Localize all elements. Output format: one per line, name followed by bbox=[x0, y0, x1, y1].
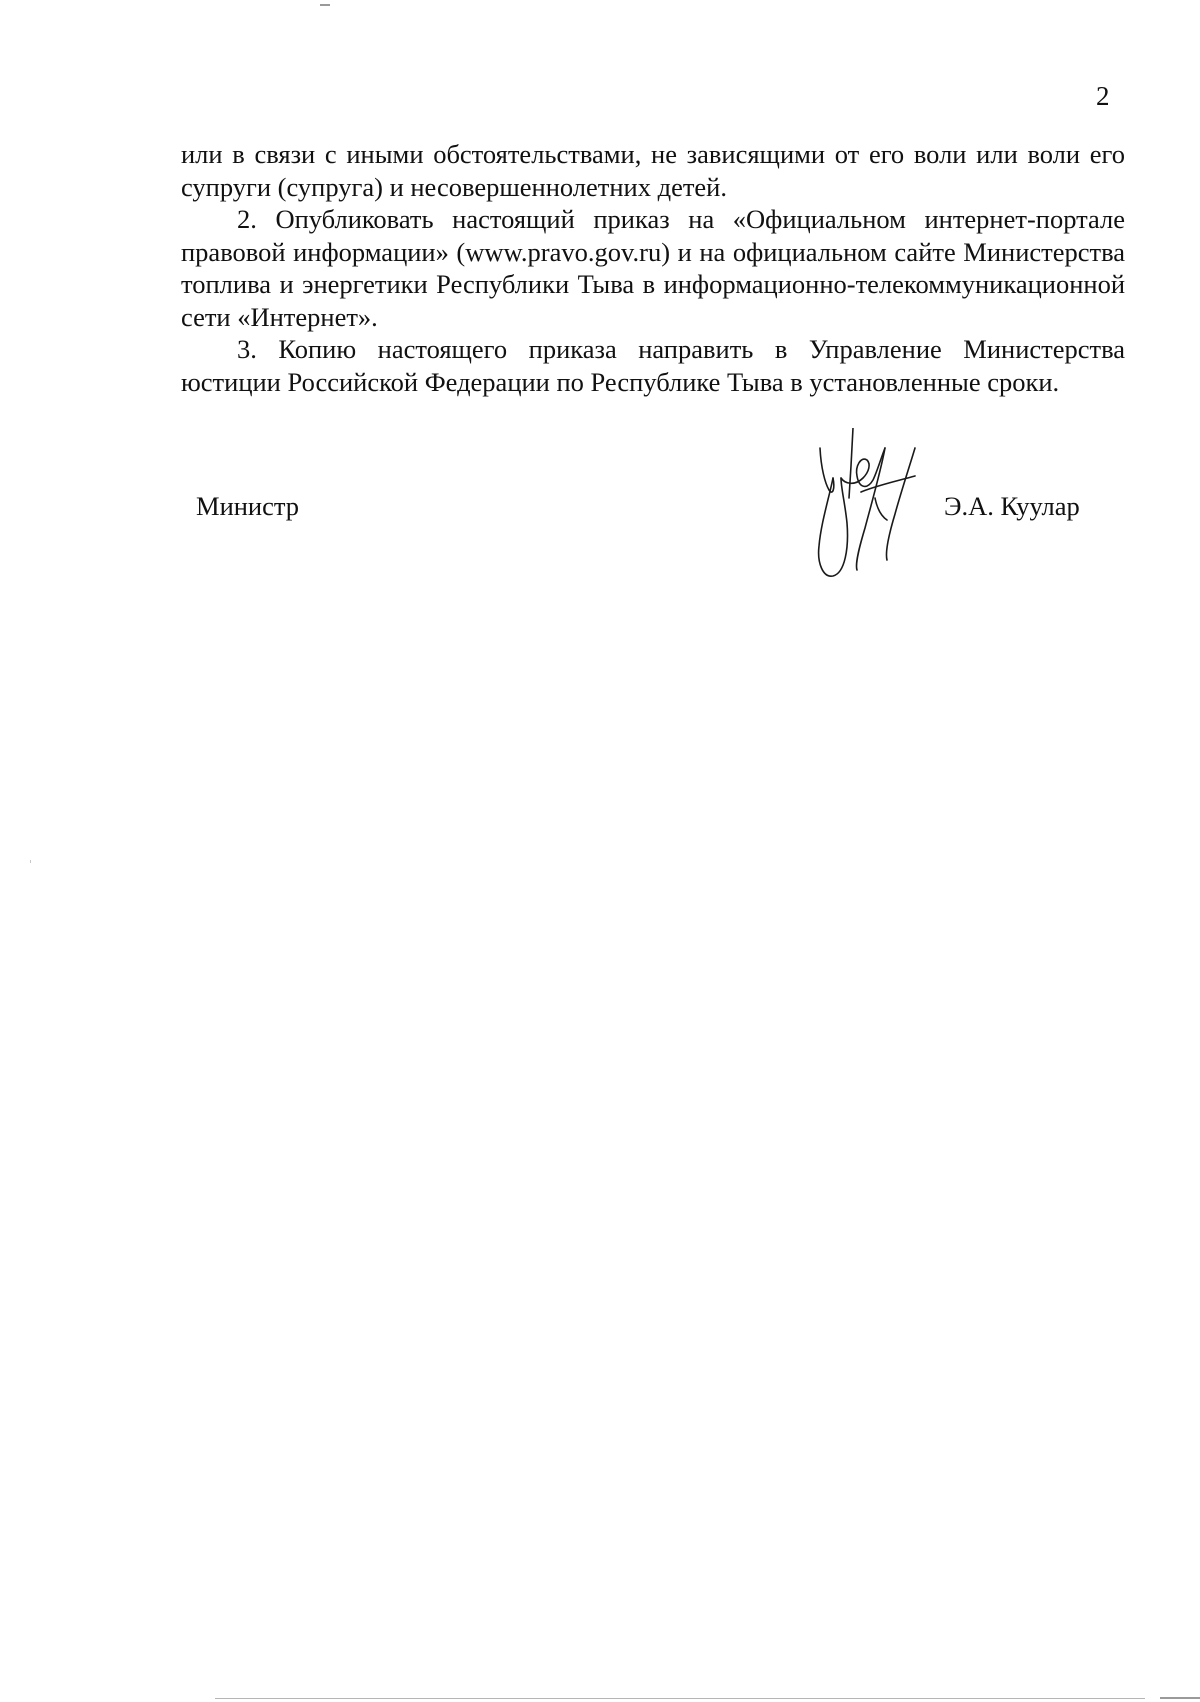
scan-artifact-bottom-line bbox=[215, 1698, 1145, 1699]
page-number: 2 bbox=[1096, 81, 1110, 111]
paragraph-continuation: или в связи с иными обстоятельствами, не зависящими от его воли или воли его супруги (супруга) и несовершеннолетних детей. bbox=[181, 139, 1125, 202]
scan-artifact-bottom-right bbox=[1160, 1697, 1200, 1699]
paragraph-item-3: 3. Копию настоящего приказа направить в Управление Министерства юстиции Российской Федерации по Республике Тыва в установленные сроки. bbox=[181, 334, 1125, 397]
signer-position: Министр bbox=[196, 491, 300, 521]
paragraph-item-2: 2. Опубликовать настоящий приказ на «Официальном интернет-портале правовой информации» (www.pravo.gov.ru) и на официальном сайте Министерства топлива и энергетики Республики Тыва в информационно-телекоммуникационной сети «Интернет». bbox=[181, 204, 1125, 332]
signature-block bbox=[0, 0, 1200, 600]
signer-name: Э.А. Куулар bbox=[944, 491, 1080, 521]
scan-artifact-dot bbox=[30, 860, 31, 863]
handwritten-signature bbox=[815, 428, 925, 588]
